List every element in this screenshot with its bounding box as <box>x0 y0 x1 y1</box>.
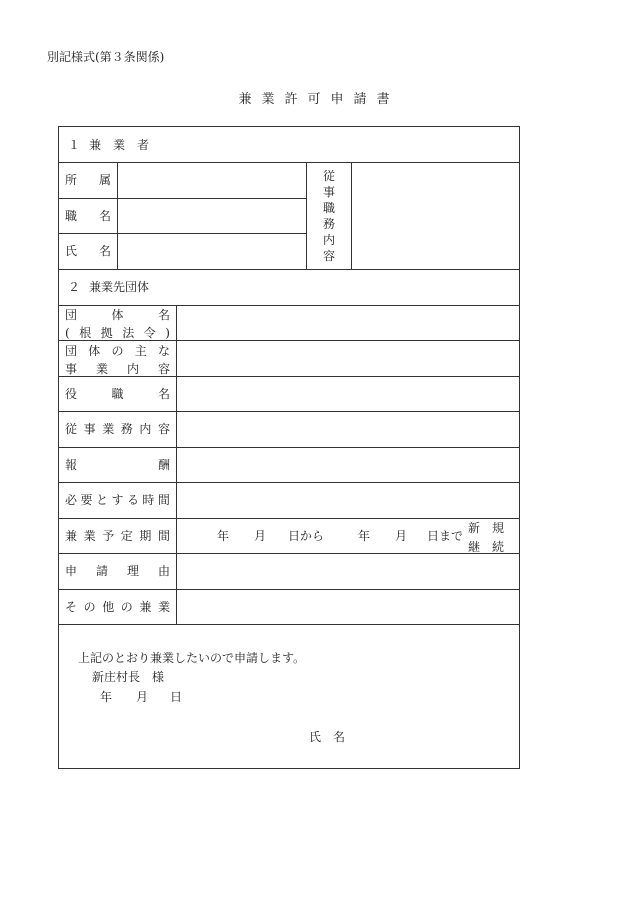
row-divider <box>59 482 519 483</box>
org-name-label: 団 体 名 <box>65 308 170 322</box>
date-day: 日 <box>170 690 183 704</box>
row-divider <box>59 447 519 448</box>
section1-heading: 兼業者 <box>89 138 162 152</box>
position-label: 役 職 名 <box>65 387 170 401</box>
column-divider <box>117 162 118 269</box>
period-from-year: 年 <box>217 529 230 543</box>
period-from-month: 月 <box>254 529 267 543</box>
column-divider <box>306 162 307 269</box>
period-to-month: 月 <box>395 529 408 543</box>
section2-heading: 兼業先団体 <box>89 280 150 294</box>
planned-period-label: 兼 業 予 定 期 間 <box>65 529 170 543</box>
column-divider <box>351 162 352 269</box>
date-month: 月 <box>136 690 149 704</box>
row-divider <box>59 162 519 163</box>
column-divider <box>176 305 177 624</box>
period-new-option: 新 規 <box>468 521 504 535</box>
form-reference-note: 別記様式(第３条関係) <box>47 50 165 64</box>
other-jobs-label: そ の 他 の 兼 業 <box>65 600 170 614</box>
row-divider <box>59 411 519 412</box>
addressee: 新庄村長 様 <box>92 670 165 684</box>
row-divider <box>59 340 519 341</box>
main-business-label-line2: 事 業 内 容 <box>65 362 170 376</box>
row-divider <box>59 553 519 554</box>
remuneration-label: 報 酬 <box>65 458 170 472</box>
declaration-statement: 上記のとおり兼業したいので申請します。 <box>78 651 306 665</box>
application-form-table <box>58 126 520 769</box>
period-continue-option: 継 続 <box>468 540 504 554</box>
duty-label: 従 事 業 務 内 容 <box>65 422 170 436</box>
applicant-name-label: 氏名 <box>309 730 358 744</box>
legal-basis-label: ( 根 拠 法 令 ) <box>65 326 170 340</box>
duty-content-vertical-label: 従 事 職 務 内 容 <box>322 169 335 263</box>
period-to-day: 日まで <box>427 529 464 543</box>
reason-label: 申 請 理 由 <box>65 564 170 578</box>
period-to-year: 年 <box>358 529 371 543</box>
row-divider <box>59 305 519 306</box>
row-divider <box>59 624 519 625</box>
row-divider <box>59 233 306 234</box>
date-year: 年 <box>100 690 113 704</box>
section2-number: ２ <box>68 280 81 294</box>
affiliation-label: 所 属 <box>65 173 111 187</box>
required-time-label: 必 要 と す る 時 間 <box>65 493 170 507</box>
row-divider <box>59 198 306 199</box>
row-divider <box>59 589 519 590</box>
job-title-label: 職 名 <box>65 209 111 223</box>
row-divider <box>59 269 519 270</box>
row-divider <box>59 518 519 519</box>
main-business-label-line1: 団 体 の 主 な <box>65 344 170 358</box>
document-title: 兼業許可申請書 <box>238 92 400 107</box>
name-label: 氏 名 <box>65 244 111 258</box>
section1-number: １ <box>68 138 81 152</box>
row-divider <box>59 376 519 377</box>
period-from-day: 日から <box>288 529 325 543</box>
